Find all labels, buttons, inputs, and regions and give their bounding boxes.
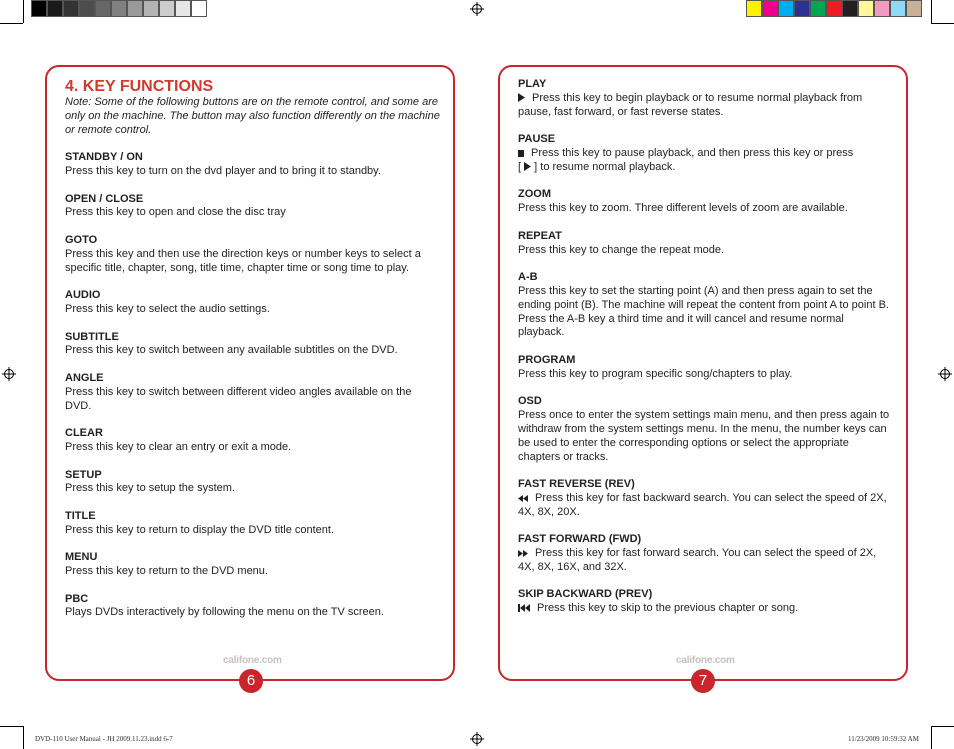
color-swatch: [794, 0, 810, 17]
bracket-text: [: [518, 160, 525, 173]
crop-mark: [23, 0, 24, 23]
page-number-badge: 6: [239, 669, 263, 693]
section-program: [518, 354, 893, 382]
section-play: [518, 78, 893, 119]
section-heading: PROGRAM: [518, 353, 576, 366]
fast-reverse-icon: [518, 495, 528, 502]
crop-mark: [0, 726, 23, 727]
section-title: [65, 510, 440, 538]
section-text: Press this key to setup the system.: [65, 482, 235, 495]
section-heading: OPEN / CLOSE: [65, 192, 144, 205]
section-audio: [65, 289, 440, 317]
section-heading: FAST REVERSE (REV): [518, 478, 635, 491]
color-swatch: [858, 0, 874, 17]
color-swatch: [890, 0, 906, 17]
section-text: Press this key to turn on the dvd player and to bring it to standby.: [65, 164, 381, 177]
color-swatch: [143, 0, 159, 17]
color-swatch: [63, 0, 79, 17]
section-subtitle: [65, 331, 440, 359]
section-a-b: [518, 271, 893, 340]
section-text: Press this key and then use the direction keys or number keys to select a specific title, chapter, song, title time, chapter time or song time to play.: [65, 247, 421, 274]
section-text: Press this key for fast backward search. You can select the speed of 2X, 4X, 8X, 20X.: [518, 491, 887, 518]
section-heading: TITLE: [65, 509, 96, 522]
section-text: Press this key to program specific song/chapters to play.: [518, 367, 793, 380]
section-heading: ANGLE: [65, 371, 104, 384]
registration-mark-icon: [470, 2, 484, 16]
color-swatch: [826, 0, 842, 17]
section-standby-on: [65, 151, 440, 179]
section-heading: REPEAT: [518, 229, 562, 242]
footer-url: califone.com: [676, 655, 735, 666]
section-text: Plays DVDs interactively by following the menu on the TV screen.: [65, 606, 384, 619]
section-skip-backward: [518, 588, 893, 616]
left-page-content: [65, 78, 440, 634]
section-text: Press this key to open and close the disc tray: [65, 206, 286, 219]
section-heading: A-B: [518, 271, 538, 284]
timestamp-slug: 11/23/2009 10:59:32 AM: [848, 735, 919, 743]
section-goto: [65, 234, 440, 275]
section-text: Press this key to zoom. Three different levels of zoom are available.: [518, 202, 848, 215]
crop-mark: [931, 726, 932, 749]
section-heading: PBC: [65, 592, 89, 605]
section-heading: PLAY: [518, 78, 547, 90]
color-swatch: [47, 0, 63, 17]
color-swatch: [175, 0, 191, 17]
section-repeat: [518, 230, 893, 258]
section-heading: GOTO: [65, 233, 98, 246]
section-heading: SKIP BACKWARD (PREV): [518, 588, 653, 601]
section-text: Press this key to skip to the previous chapter or song.: [534, 602, 799, 615]
section-osd: [518, 395, 893, 464]
page-title: 4. KEY FUNCTIONS: [65, 78, 214, 95]
section-setup: [65, 469, 440, 497]
section-heading: SETUP: [65, 468, 102, 481]
section-text: Press this key to select the audio settings.: [65, 302, 270, 315]
color-swatch: [95, 0, 111, 17]
registration-mark-icon: [2, 367, 16, 381]
section-text: Press this key for fast forward search. You can select the speed of 2X, 4X, 8X, 16X, and 32X.: [518, 547, 877, 573]
crop-mark: [931, 23, 954, 24]
color-swatch: [111, 0, 127, 17]
section-heading: FAST FORWARD (FWD): [518, 533, 642, 546]
color-swatch: [79, 0, 95, 17]
section-text: Press this key to set the starting point (A) and then press again to set the ending point (B). The machine will repeat the content from point A to point B. Press the A-B key a third time and it will cancel and resume normal playback.: [518, 284, 889, 339]
section-clear: [65, 427, 440, 455]
skip-backward-icon: [518, 604, 530, 612]
section-pbc: [65, 593, 440, 621]
registration-mark-icon: [938, 367, 952, 381]
section-text: Press this key to begin playback or to resume normal playback from pause, fast forward, or fast reverse states.: [518, 91, 863, 118]
intro-note: Note: Some of the following buttons are on the remote control, and some are only on the machine. The button may also function differently on the machine or remote control.: [65, 96, 440, 136]
section-heading: ZOOM: [518, 188, 551, 201]
color-swatch: [906, 0, 922, 17]
section-angle: [65, 372, 440, 413]
section-heading: CLEAR: [65, 427, 103, 440]
crop-mark: [931, 726, 954, 727]
section-heading: OSD: [518, 395, 542, 408]
section-heading: PAUSE: [518, 133, 556, 146]
crop-mark: [23, 726, 24, 749]
crop-mark: [0, 23, 23, 24]
section-heading: MENU: [65, 551, 98, 564]
section-menu: [65, 551, 440, 579]
section-heading: AUDIO: [65, 289, 101, 302]
section-open-close: [65, 193, 440, 221]
grayscale-color-bar: [31, 0, 207, 17]
section-heading: SUBTITLE: [65, 330, 119, 343]
color-swatch: [127, 0, 143, 17]
color-swatch: [762, 0, 778, 17]
file-slug: DVD-110 User Manual - JH 2009.11.23.indd 6-7: [35, 735, 173, 743]
section-text: Press this key to switch between any available subtitles on the DVD.: [65, 344, 398, 357]
section-text: Press this key to change the repeat mode.: [518, 243, 725, 256]
registration-mark-icon: [470, 732, 484, 746]
section-text: Press this key to clear an entry or exit a mode.: [65, 440, 292, 453]
section-text: Press once to enter the system settings main menu, and then press again to withdraw from the system settings menu. In the menu, the number keys can be used to enter the corresponding options or select the appropriate chapters or tracks.: [518, 409, 890, 463]
crop-mark: [931, 0, 932, 23]
footer-url: califone.com: [223, 655, 282, 666]
color-swatch: [191, 0, 207, 17]
color-swatch: [746, 0, 762, 17]
section-pause: [518, 133, 893, 174]
play-icon: [518, 93, 525, 102]
section-fast-reverse: [518, 478, 893, 519]
page-number-badge: 7: [691, 669, 715, 693]
section-heading: STANDBY / ON: [65, 151, 143, 164]
section-text: Press this key to return to display the DVD title content.: [65, 523, 335, 536]
color-swatch: [159, 0, 175, 17]
section-text: Press this key to return to the DVD menu.: [65, 565, 268, 578]
color-swatch: [778, 0, 794, 17]
section-text: Press this key to switch between different video angles available on the DVD.: [65, 385, 412, 412]
section-text: ] to resume normal playback.: [531, 160, 676, 173]
color-swatch: [31, 0, 47, 17]
right-page-content: [518, 78, 893, 630]
section-fast-forward: [518, 533, 893, 574]
process-color-bar: [746, 0, 922, 17]
pause-icon: [518, 150, 524, 157]
color-swatch: [810, 0, 826, 17]
fast-forward-icon: [518, 550, 528, 557]
color-swatch: [842, 0, 858, 17]
color-swatch: [874, 0, 890, 17]
section-text: Press this key to pause playback, and then press this key or press: [528, 146, 854, 159]
section-zoom: [518, 188, 893, 216]
key-function-list: [65, 151, 440, 620]
